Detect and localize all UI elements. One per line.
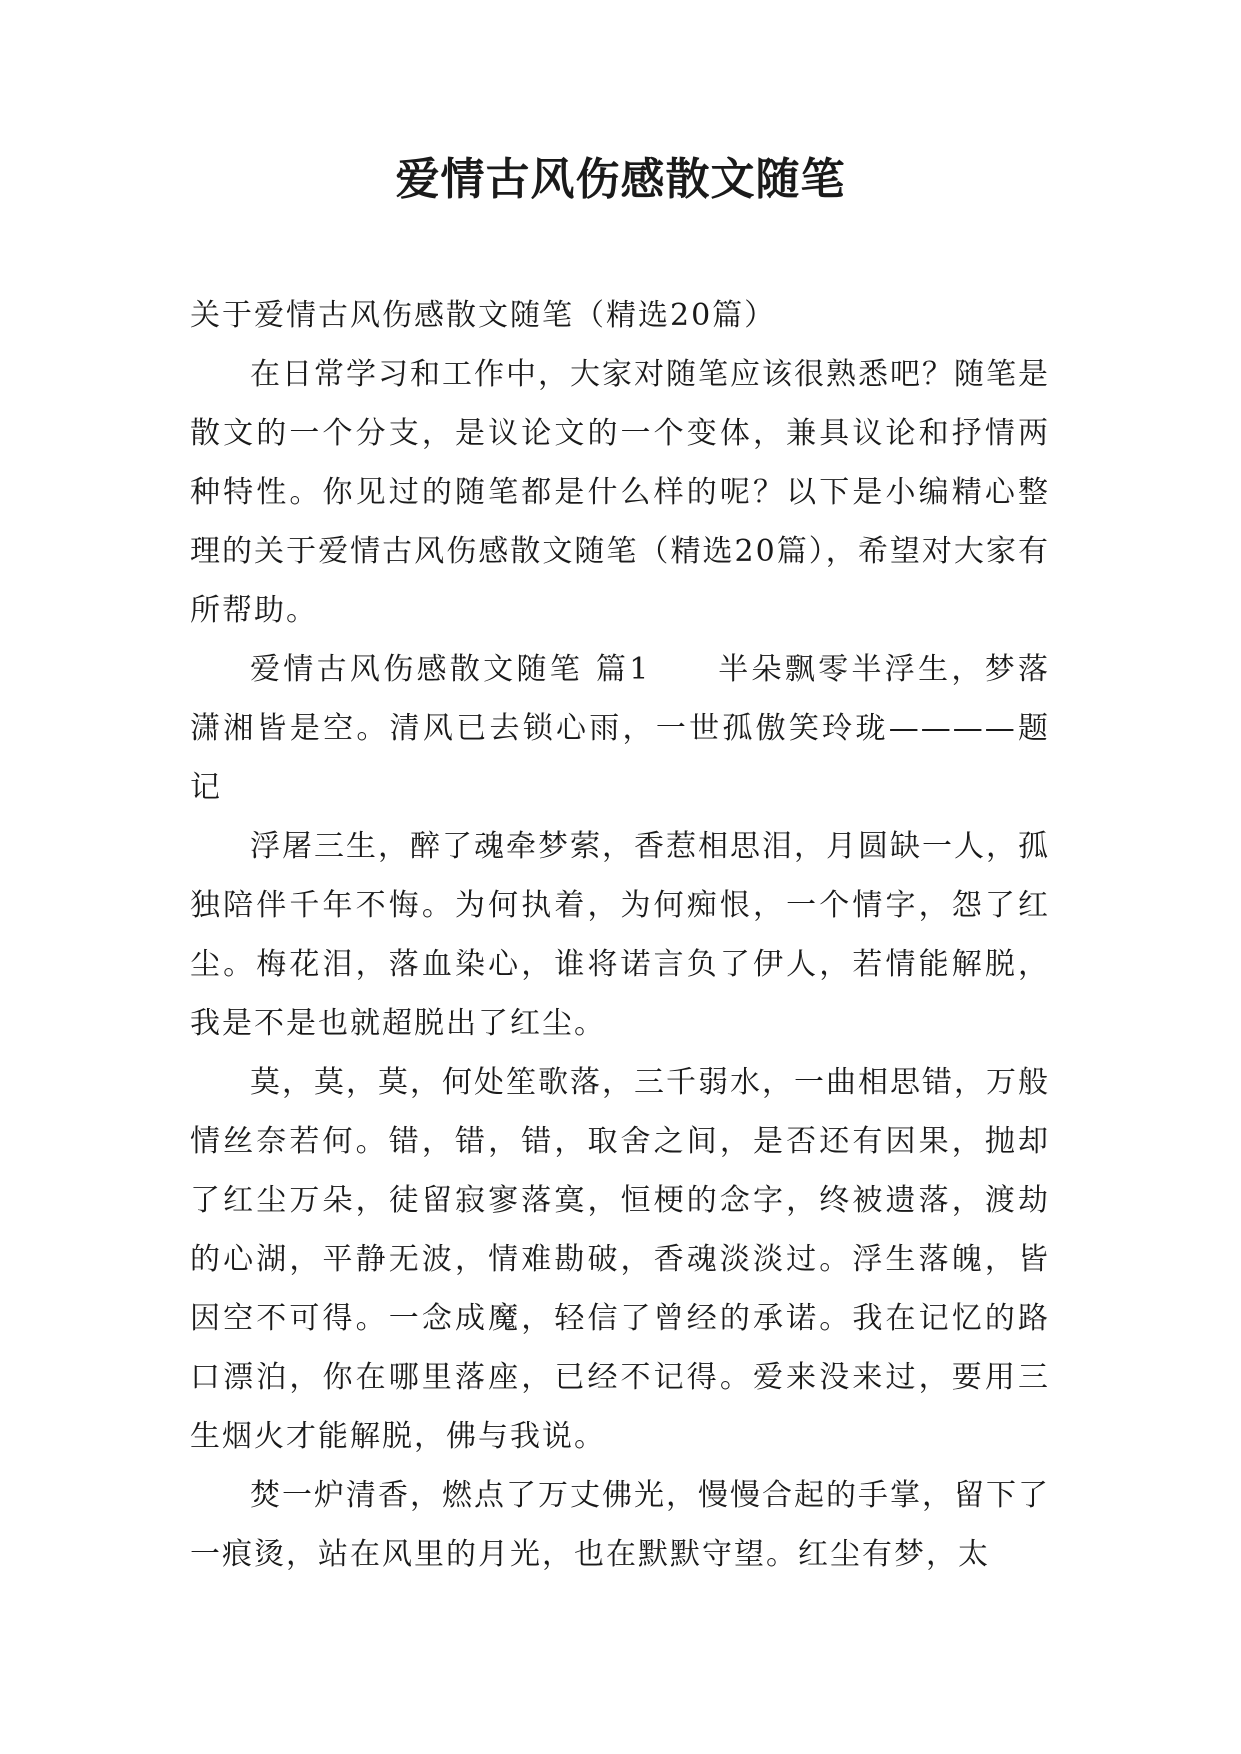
body-paragraph: 浮屠三生，醉了魂牵梦萦，香惹相思泪，月圆缺一人，孤独陪伴千年不悔。为何执着，为何痴恨，一个情字，怨了红尘。梅花泪，落血染心，谁将诺言负了伊人，若情能解脱，我是不是也就超脱出了红尘。	[190, 829, 1050, 1041]
subtitle-paragraph: 关于爱情古风伤感散文随笔（精选20篇）	[190, 298, 777, 333]
body-paragraph: 莫，莫，莫，何处笙歌落，三千弱水，一曲相思错，万般情丝奈若何。错，错，错，取舍之间，是否还有因果，抛却了红尘万朵，徒留寂寥落寞，恒梗的念字，终被遗落，渡劫的心湖，平静无波，情难勘破，香魂淡淡过。浮生落魄，皆因空不可得。一念成魔，轻信了曾经的承诺。我在记忆的路口漂泊，你在哪里落座，已经不记得。爱来没来过，要用三生烟火才能解脱，佛与我说。	[190, 1065, 1050, 1454]
body-paragraph: 焚一炉清香，燃点了万丈佛光，慢慢合起的手掌，留下了一痕烫，站在风里的月光，也在默默守望。红尘有梦，太	[190, 1478, 1050, 1572]
document-body	[190, 286, 1050, 1584]
document-title: 爱情古风伤感散文随笔	[395, 154, 846, 205]
essay-heading-paragraph: 爱情古风伤感散文随笔 篇1 半朵飘零半浮生，梦落潇湘皆是空。清风已去锁心雨，一世孤傲笑玲珑————题记	[190, 652, 1050, 805]
intro-paragraph: 在日常学习和工作中，大家对随笔应该很熟悉吧？随笔是散文的一个分支，是议论文的一个变体，兼具议论和抒情两种特性。你见过的随笔都是什么样的呢？以下是小编精心整理的关于爱情古风伤感散文随笔（精选20篇），希望对大家有所帮助。	[190, 357, 1050, 628]
